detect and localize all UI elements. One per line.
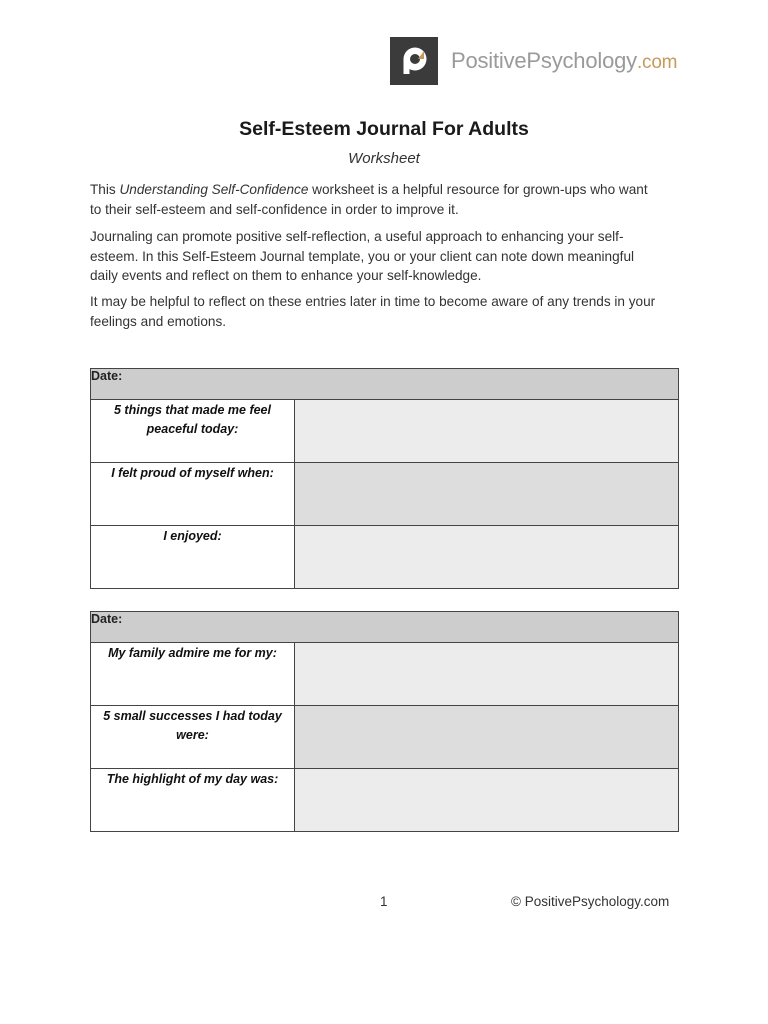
prompt-label: My family admire me for my:: [91, 643, 295, 706]
page-number: 1: [380, 894, 388, 909]
worksheet-name: Understanding Self-Confidence: [119, 182, 309, 197]
intro-paragraph-3: It may be helpful to reflect on these entries later in time to become aware of any trends in your feelings and emotions.: [90, 294, 656, 329]
prompt-label: The highlight of my day was:: [91, 769, 295, 832]
prompt-label: 5 things that made me feel peaceful today:: [91, 400, 295, 463]
answer-field[interactable]: [295, 400, 679, 463]
answer-field[interactable]: [295, 643, 679, 706]
answer-field[interactable]: [295, 526, 679, 589]
copyright-notice: © PositivePsychology.com: [511, 894, 670, 909]
page-title: Self-Esteem Journal For Adults: [239, 118, 529, 140]
logo-tld: .com: [636, 52, 678, 73]
prompt-label: I enjoyed:: [91, 526, 295, 589]
date-field[interactable]: Date:: [91, 369, 679, 400]
brand-logo: [390, 37, 677, 85]
intro-paragraph-2: Journaling can promote positive self-reflection, a useful approach to enhancing your self-esteem. In this Self-Esteem Journal template, you or your client can note down meaningful daily events and reflect on them to enhance your self-knowledge.: [90, 229, 635, 283]
answer-field[interactable]: [295, 463, 679, 526]
answer-field[interactable]: [295, 706, 679, 769]
journal-table-1: [90, 368, 679, 589]
page-subtitle: Worksheet: [348, 150, 420, 167]
date-field[interactable]: Date:: [91, 612, 679, 643]
answer-field[interactable]: [295, 769, 679, 832]
logo-wordmark: [451, 48, 677, 74]
intro-paragraph-1: [90, 180, 660, 219]
prompt-label: I felt proud of myself when:: [91, 463, 295, 526]
intro-text: This: [90, 182, 120, 197]
intro-text: worksheet is a helpful resource for grown-ups who want to their self-esteem and self-confidence in order to improve it.: [90, 182, 648, 217]
journal-table-2: [90, 611, 679, 832]
logo-p-icon: [390, 37, 438, 85]
logo-name: PositivePsychology: [451, 48, 637, 73]
prompt-label: 5 small successes I had today were:: [91, 706, 295, 769]
